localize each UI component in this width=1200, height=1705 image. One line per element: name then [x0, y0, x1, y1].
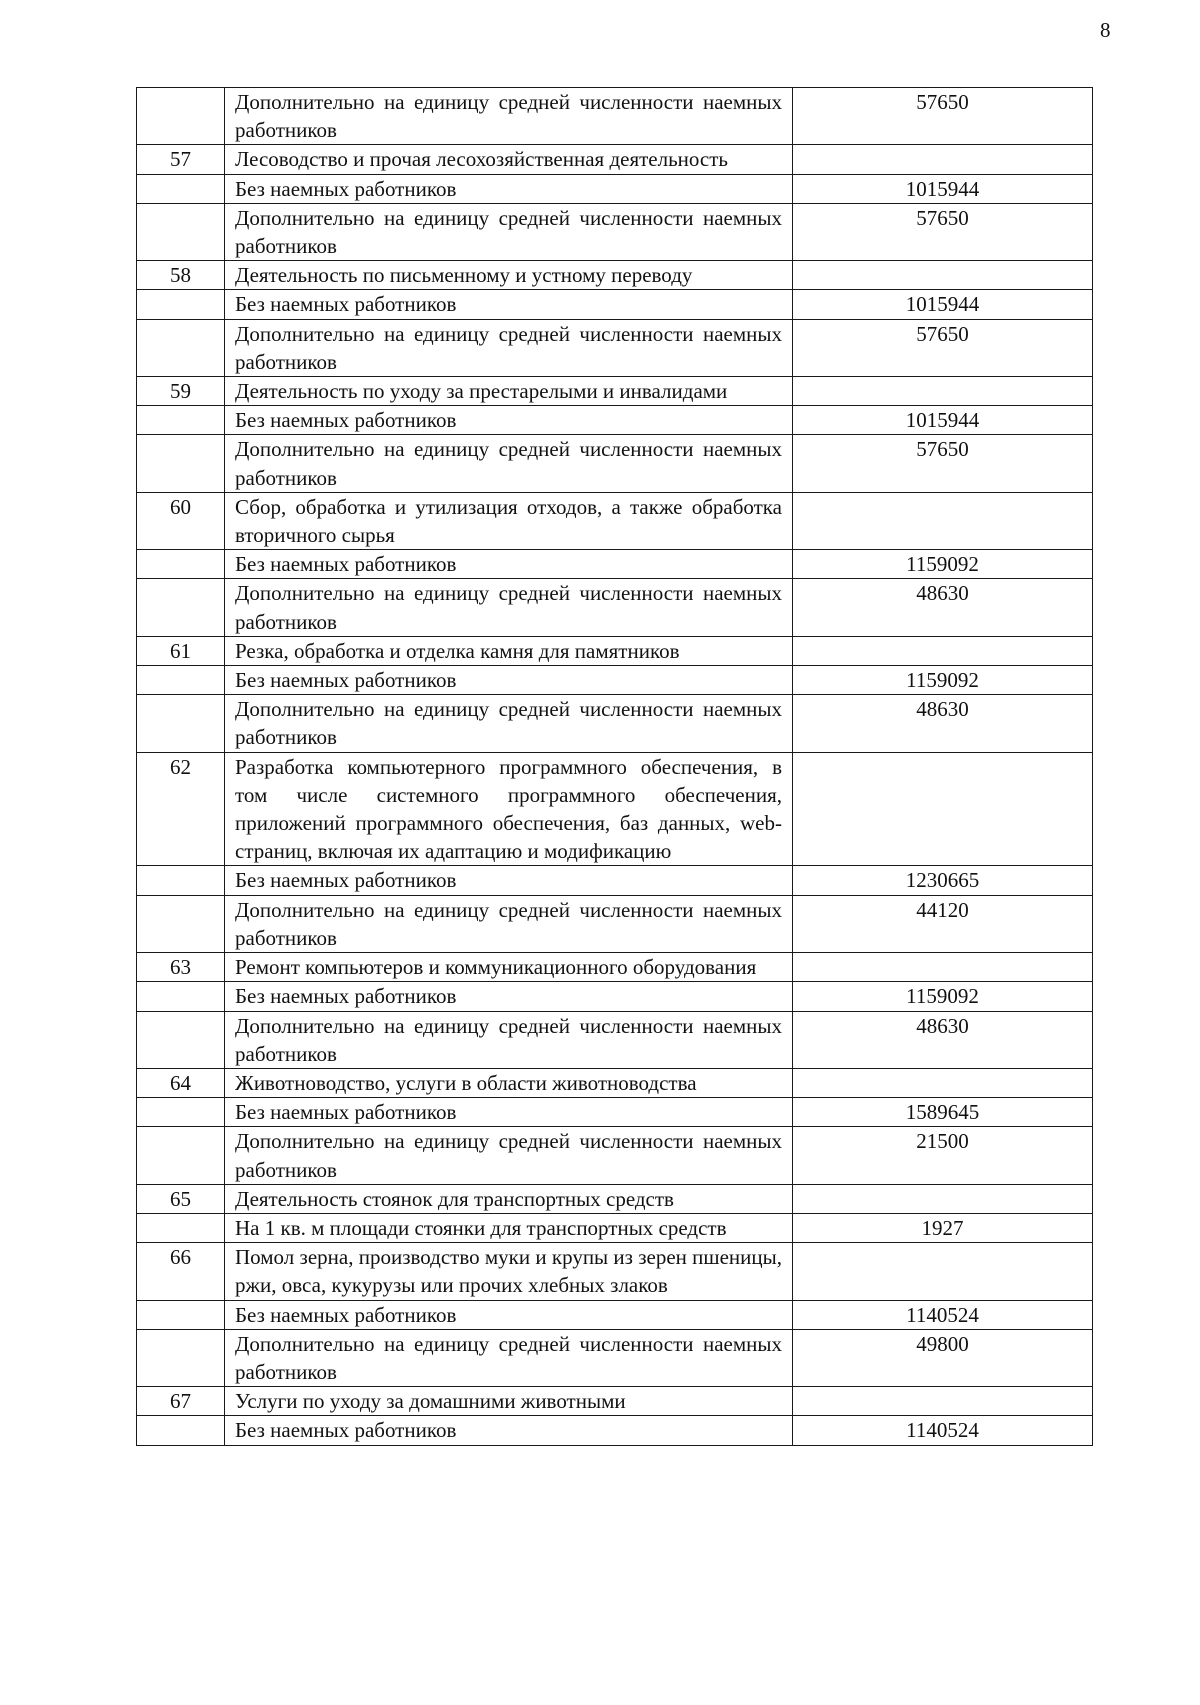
row-value [793, 145, 1093, 174]
row-number [137, 290, 225, 319]
row-number: 58 [137, 261, 225, 290]
row-number [137, 406, 225, 435]
row-value: 21500 [793, 1127, 1093, 1184]
row-value [793, 1243, 1093, 1300]
row-number [137, 695, 225, 752]
table-row [137, 550, 1093, 579]
row-number [137, 666, 225, 695]
row-description: Без наемных работников [225, 1416, 793, 1445]
table-row [137, 174, 1093, 203]
row-description: Дополнительно на единицу средней численности наемных работников [225, 319, 793, 376]
row-value: 57650 [793, 203, 1093, 260]
table-row [137, 1243, 1093, 1300]
table-row [137, 435, 1093, 492]
table-row [137, 1387, 1093, 1416]
row-number [137, 579, 225, 636]
row-description: Разработка компьютерного программного обеспечения, в том числе системного программного обеспечения, приложений программного обеспечения, баз данных, web-страниц, включая их адаптацию и модификацию [225, 752, 793, 866]
table-row [137, 88, 1093, 145]
row-description: Дополнительно на единицу средней численности наемных работников [225, 1011, 793, 1068]
row-number: 57 [137, 145, 225, 174]
row-value: 1140524 [793, 1416, 1093, 1445]
row-value: 1927 [793, 1213, 1093, 1242]
row-value: 1159092 [793, 550, 1093, 579]
table-row [137, 145, 1093, 174]
row-description: Без наемных работников [225, 174, 793, 203]
row-number [137, 550, 225, 579]
row-description: Без наемных работников [225, 290, 793, 319]
row-number [137, 203, 225, 260]
table-row [137, 636, 1093, 665]
row-value: 1589645 [793, 1098, 1093, 1127]
row-description: Животноводство, услуги в области животноводства [225, 1068, 793, 1097]
row-number: 60 [137, 492, 225, 549]
table-row [137, 1300, 1093, 1329]
row-value: 44120 [793, 895, 1093, 952]
row-description: Деятельность стоянок для транспортных средств [225, 1184, 793, 1213]
row-number: 61 [137, 636, 225, 665]
row-number [137, 1011, 225, 1068]
row-number [137, 1300, 225, 1329]
row-number [137, 1213, 225, 1242]
row-value: 49800 [793, 1329, 1093, 1386]
row-description: Без наемных работников [225, 982, 793, 1011]
row-value [793, 377, 1093, 406]
row-number: 59 [137, 377, 225, 406]
row-description: Без наемных работников [225, 866, 793, 895]
row-number: 62 [137, 752, 225, 866]
row-description: Ремонт компьютеров и коммуникационного оборудования [225, 953, 793, 982]
table-row [137, 895, 1093, 952]
row-number [137, 982, 225, 1011]
tax-rates-table [136, 87, 1093, 1446]
row-number [137, 1416, 225, 1445]
row-number: 63 [137, 953, 225, 982]
row-value [793, 1068, 1093, 1097]
row-description: Сбор, обработка и утилизация отходов, а также обработка вторичного сырья [225, 492, 793, 549]
table-row [137, 319, 1093, 376]
table-row [137, 203, 1093, 260]
row-value [793, 1184, 1093, 1213]
row-description: Без наемных работников [225, 406, 793, 435]
table-row [137, 579, 1093, 636]
row-value [793, 261, 1093, 290]
row-description: Дополнительно на единицу средней численности наемных работников [225, 695, 793, 752]
table-row [137, 1011, 1093, 1068]
row-number: 67 [137, 1387, 225, 1416]
row-description-text: Лесоводство и прочая лесохозяйственная деятельность [235, 147, 728, 172]
page-number: 8 [1100, 18, 1111, 42]
row-number [137, 319, 225, 376]
row-description: Дополнительно на единицу средней численности наемных работников [225, 1329, 793, 1386]
row-value [793, 752, 1093, 866]
row-number [137, 1127, 225, 1184]
row-number [137, 866, 225, 895]
row-value: 1140524 [793, 1300, 1093, 1329]
row-value: 1015944 [793, 174, 1093, 203]
table-row [137, 290, 1093, 319]
table-row [137, 1329, 1093, 1386]
row-description: Дополнительно на единицу средней численности наемных работников [225, 579, 793, 636]
table-row [137, 982, 1093, 1011]
table-row [137, 261, 1093, 290]
row-description: Без наемных работников [225, 1300, 793, 1329]
row-description: Резка, обработка и отделка камня для памятников [225, 636, 793, 665]
row-description: Дополнительно на единицу средней численности наемных работников [225, 895, 793, 952]
row-value: 1159092 [793, 982, 1093, 1011]
row-value: 57650 [793, 435, 1093, 492]
row-number: 66 [137, 1243, 225, 1300]
row-value [793, 1387, 1093, 1416]
row-description: Дополнительно на единицу средней численности наемных работников [225, 435, 793, 492]
row-value: 1015944 [793, 290, 1093, 319]
row-description: На 1 кв. м площади стоянки для транспортных средств [225, 1213, 793, 1242]
table-row [137, 666, 1093, 695]
row-description: Без наемных работников [225, 550, 793, 579]
row-description: Деятельность по уходу за престарелыми и инвалидами [225, 377, 793, 406]
table-body [137, 88, 1093, 1446]
row-number [137, 1098, 225, 1127]
row-value: 1230665 [793, 866, 1093, 895]
row-value [793, 492, 1093, 549]
row-number [137, 895, 225, 952]
row-value: 48630 [793, 579, 1093, 636]
row-value: 48630 [793, 1011, 1093, 1068]
table-row [137, 1416, 1093, 1445]
row-description: Без наемных работников [225, 666, 793, 695]
row-description: Помол зерна, производство муки и крупы из зерен пшеницы, ржи, овса, кукурузы или прочих хлебных злаков [225, 1243, 793, 1300]
row-number: 64 [137, 1068, 225, 1097]
row-value: 48630 [793, 695, 1093, 752]
row-value: 1159092 [793, 666, 1093, 695]
table-row [137, 406, 1093, 435]
row-value [793, 636, 1093, 665]
table-row [137, 695, 1093, 752]
table-row [137, 866, 1093, 895]
row-description: Дополнительно на единицу средней численности наемных работников [225, 88, 793, 145]
row-description: Дополнительно на единицу средней численности наемных работников [225, 203, 793, 260]
row-description: Без наемных работников [225, 1098, 793, 1127]
table-row [137, 1098, 1093, 1127]
row-number [137, 435, 225, 492]
row-number [137, 88, 225, 145]
table-row [137, 377, 1093, 406]
row-value: 1015944 [793, 406, 1093, 435]
row-value: 57650 [793, 88, 1093, 145]
table-row [137, 1213, 1093, 1242]
table-row [137, 953, 1093, 982]
row-value [793, 953, 1093, 982]
row-value: 57650 [793, 319, 1093, 376]
table-row [137, 1184, 1093, 1213]
row-number [137, 174, 225, 203]
row-description [225, 145, 793, 174]
row-description: Деятельность по письменному и устному переводу [225, 261, 793, 290]
table-row [137, 492, 1093, 549]
row-description: Дополнительно на единицу средней численности наемных работников [225, 1127, 793, 1184]
row-number [137, 1329, 225, 1386]
table-row [137, 1127, 1093, 1184]
row-number: 65 [137, 1184, 225, 1213]
table-row [137, 752, 1093, 866]
table-row [137, 1068, 1093, 1097]
row-description: Услуги по уходу за домашними животными [225, 1387, 793, 1416]
